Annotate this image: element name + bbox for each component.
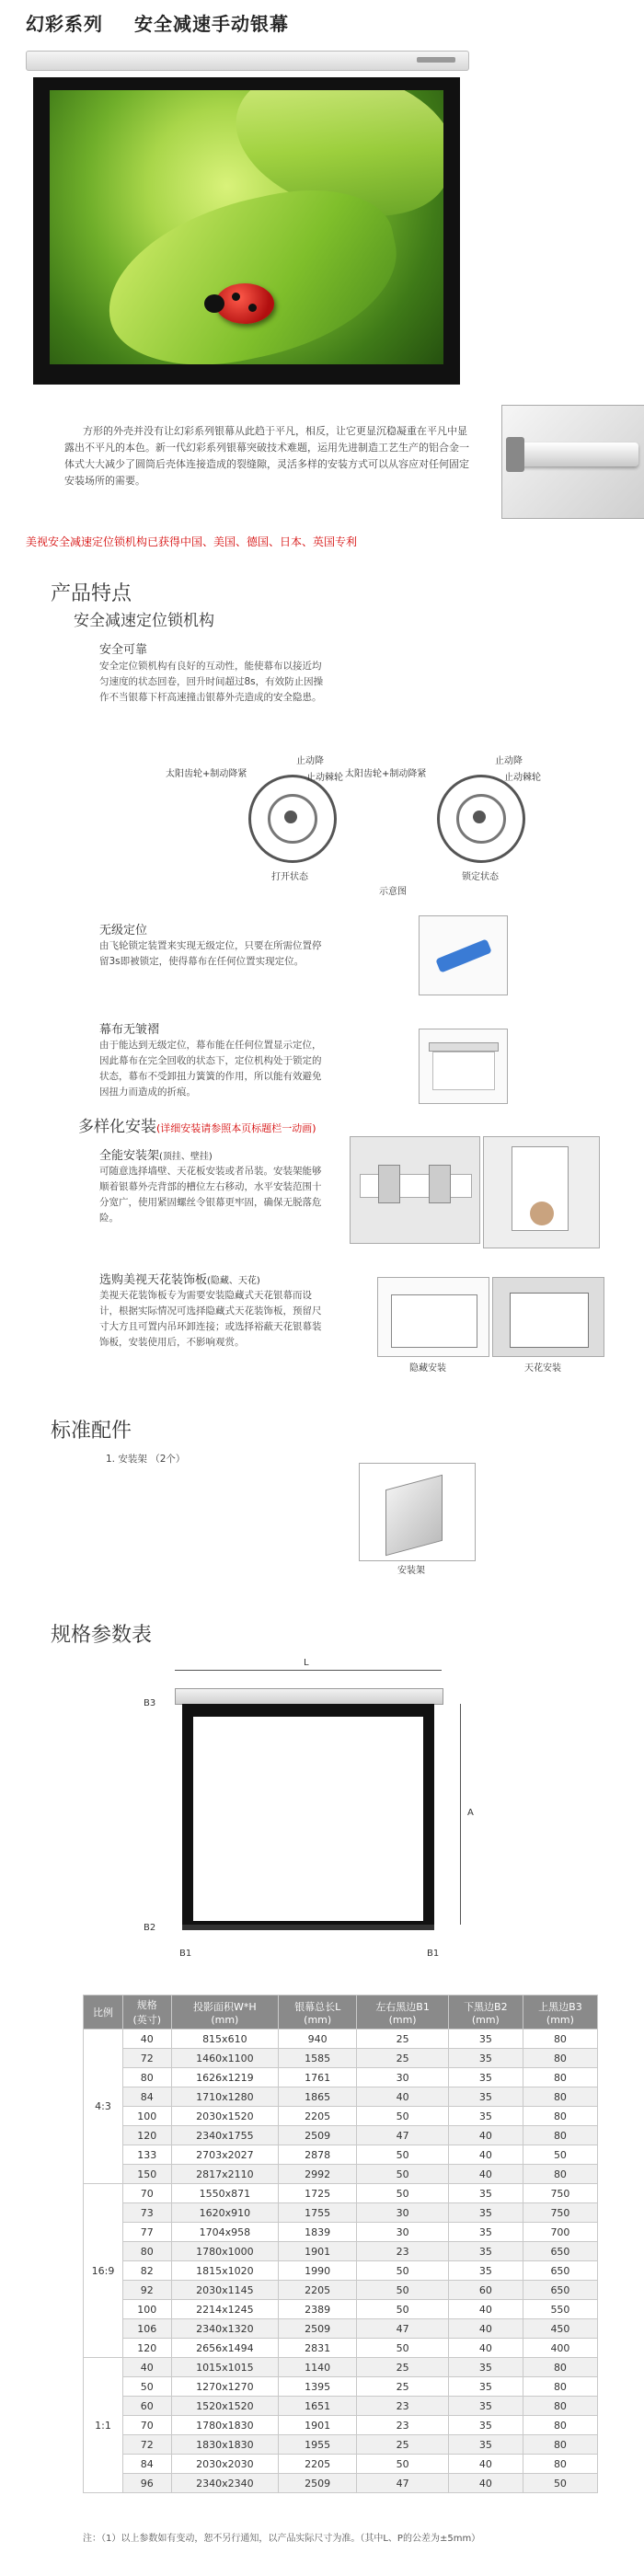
spec-cell: 80 <box>523 2030 597 2049</box>
spec-row <box>84 2126 598 2145</box>
spec-cell: 1725 <box>278 2184 356 2203</box>
spec-note: 注：（1）以上参数如有变动，恕不另行通知，以产品实际尺寸为准。（其中L、P的公差为±5mm） <box>83 2534 481 2544</box>
spec-cell: 35 <box>448 2203 523 2223</box>
spec-cell: 80 <box>523 2087 597 2107</box>
spec-cell: 60 <box>448 2281 523 2300</box>
wheel-locked <box>437 775 525 863</box>
spec-cell: 106 <box>122 2319 171 2339</box>
spec-cell: 35 <box>448 2358 523 2377</box>
spec-cell: 25 <box>357 2377 448 2397</box>
hero-screen-image <box>33 77 460 374</box>
spec-cell: 2205 <box>278 2455 356 2474</box>
brand-logo <box>417 57 455 63</box>
spec-cell: 1755 <box>278 2203 356 2223</box>
spec-cell: 30 <box>357 2068 448 2087</box>
spec-cell: 450 <box>523 2319 597 2339</box>
lock-mechanism-heading: 安全减速定位锁机构 <box>74 612 214 630</box>
spec-cell: 1395 <box>278 2377 356 2397</box>
page-title <box>26 9 320 36</box>
dim-B3-label: B3 <box>144 1698 156 1708</box>
spec-cell: 80 <box>523 2416 597 2435</box>
spec-column-header: 上黑边B3 (mm) <box>523 1995 597 2030</box>
spec-table-wrapper <box>83 1995 598 2493</box>
spec-cell: 35 <box>448 2030 523 2049</box>
spec-row <box>84 2435 598 2455</box>
diagram-label: 止动降 <box>495 756 523 766</box>
accessories-heading: 标准配件 <box>51 1420 132 1443</box>
spec-cell: 50 <box>357 2107 448 2126</box>
spec-cell: 40 <box>448 2339 523 2358</box>
screen-housing <box>26 51 469 71</box>
spec-cell: 23 <box>357 2242 448 2261</box>
spec-cell: 650 <box>523 2242 597 2261</box>
dim-B1-left-label: B1 <box>179 1949 192 1959</box>
spec-cell: 80 <box>523 2107 597 2126</box>
spec-cell: 100 <box>122 2107 171 2126</box>
screen-closeup-image <box>419 1029 508 1104</box>
safe-text: 安全定位锁机构有良好的互动性，能使幕布以接近均匀速度的状态回卷，回升时间超过8s，有效防止因操作不当银幕下杆高速撞击银幕外壳造成的安全隐患。 <box>99 661 324 703</box>
hidden-install-caption: 隐藏安装 <box>409 1363 446 1374</box>
spec-cell: 2878 <box>278 2145 356 2165</box>
spec-cell: 73 <box>122 2203 171 2223</box>
spec-cell: 1839 <box>278 2223 356 2242</box>
spec-cell: 35 <box>448 2107 523 2126</box>
spec-cell: 750 <box>523 2203 597 2223</box>
spec-cell: 1780x1000 <box>171 2242 278 2261</box>
spec-cell: 80 <box>122 2068 171 2087</box>
spec-cell: 80 <box>523 2165 597 2184</box>
spec-cell: 2817x2110 <box>171 2165 278 2184</box>
spec-cell: 35 <box>448 2087 523 2107</box>
spec-cell: 700 <box>523 2223 597 2242</box>
ladybug-leaf-photo <box>50 90 443 364</box>
spec-cell: 30 <box>357 2223 448 2242</box>
ratio-cell: 4:3 <box>84 2030 123 2184</box>
spec-cell: 40 <box>122 2358 171 2377</box>
spec-cell: 940 <box>278 2030 356 2049</box>
spec-cell: 35 <box>448 2416 523 2435</box>
spec-cell: 35 <box>448 2223 523 2242</box>
spec-row <box>84 2281 598 2300</box>
lock-diagram <box>147 754 626 902</box>
spec-cell: 80 <box>523 2049 597 2068</box>
ceiling-install-image <box>492 1277 604 1357</box>
series-name: 幻彩系列 <box>26 13 103 35</box>
spec-cell: 2509 <box>278 2319 356 2339</box>
spec-row <box>84 2242 598 2261</box>
spec-cell: 23 <box>357 2397 448 2416</box>
spec-row <box>84 2087 598 2107</box>
spec-cell: 2030x1520 <box>171 2107 278 2126</box>
spec-column-header: 比例 <box>84 1995 123 2030</box>
spec-cell: 133 <box>122 2145 171 2165</box>
spec-cell: 50 <box>523 2145 597 2165</box>
features-heading: 产品特点 <box>51 582 132 605</box>
locked-state-caption: 锁定状态 <box>462 872 499 882</box>
spec-cell: 25 <box>357 2358 448 2377</box>
spec-row <box>84 2300 598 2319</box>
spec-cell: 2340x1320 <box>171 2319 278 2339</box>
diagram-label: 止动降 <box>296 756 324 766</box>
spec-cell: 47 <box>357 2126 448 2145</box>
spec-row <box>84 2049 598 2068</box>
spec-cell: 100 <box>122 2300 171 2319</box>
spec-cell: 47 <box>357 2319 448 2339</box>
spec-row <box>84 2416 598 2435</box>
universal-text: 可随意选择墙壁、天花板安装或者吊装。安装架能够顺着银幕外壳背部的槽位左右移动，水平安装范围十分宽广，使用紧固螺丝令银幕更牢固，确保无脱落危险。 <box>99 1166 322 1224</box>
spec-cell: 80 <box>523 2377 597 2397</box>
spec-cell: 23 <box>357 2416 448 2435</box>
safe-title: 安全可靠 <box>99 643 148 657</box>
spec-cell: 650 <box>523 2261 597 2281</box>
spec-row <box>84 2030 598 2049</box>
spec-cell: 2509 <box>278 2474 356 2493</box>
spec-cell: 2214x1245 <box>171 2300 278 2319</box>
spec-row <box>84 2203 598 2223</box>
spec-cell: 70 <box>122 2416 171 2435</box>
spec-cell: 2205 <box>278 2107 356 2126</box>
spec-cell: 50 <box>122 2377 171 2397</box>
diagram-caption: 示意图 <box>379 887 407 897</box>
spec-cell: 70 <box>122 2184 171 2203</box>
spec-cell: 650 <box>523 2281 597 2300</box>
spec-cell: 1761 <box>278 2068 356 2087</box>
dim-L-label: L <box>304 1658 309 1668</box>
spec-column-header: 规格 (英寸) <box>122 1995 171 2030</box>
spec-cell: 1626x1219 <box>171 2068 278 2087</box>
stepless-text: 由飞轮锁定装置来实现无级定位，只要在所需位置停留3s即被锁定，使得幕布在任何位置实现定位。 <box>99 940 322 967</box>
spec-cell: 40 <box>448 2319 523 2339</box>
dim-A-label: A <box>467 1808 474 1818</box>
spec-row <box>84 2455 598 2474</box>
spec-row <box>84 2145 598 2165</box>
spec-cell: 1585 <box>278 2049 356 2068</box>
dim-B1-right-label: B1 <box>427 1949 440 1959</box>
spec-row <box>84 2184 598 2203</box>
spec-cell: 47 <box>357 2474 448 2493</box>
spec-cell: 1901 <box>278 2242 356 2261</box>
lock-part-image <box>419 915 508 995</box>
spec-row <box>84 2068 598 2087</box>
spec-cell: 40 <box>122 2030 171 2049</box>
spec-cell: 1270x1270 <box>171 2377 278 2397</box>
spec-cell: 2030x1145 <box>171 2281 278 2300</box>
spec-cell: 35 <box>448 2068 523 2087</box>
spec-cell: 2205 <box>278 2281 356 2300</box>
spec-cell: 1830x1830 <box>171 2435 278 2455</box>
spec-cell: 150 <box>122 2165 171 2184</box>
spec-cell: 77 <box>122 2223 171 2242</box>
spec-cell: 40 <box>448 2165 523 2184</box>
spec-cell: 80 <box>523 2358 597 2377</box>
spec-cell: 84 <box>122 2087 171 2107</box>
spec-cell: 80 <box>523 2126 597 2145</box>
ceiling-text: 美视天花装饰板专为需要安装隐藏式天花银幕而设计，根据实际情况可选择隐藏式天花装饰板，预留尺寸大方且可置内吊环卸连接；或选择裕蔽天花银幕装饰板，安装使用后，不影响观赏。 <box>99 1290 322 1348</box>
nosag-title: 幕布无皱褶 <box>99 1023 160 1037</box>
spec-row <box>84 2397 598 2416</box>
spec-cell: 2030x2030 <box>171 2455 278 2474</box>
spec-cell: 80 <box>523 2455 597 2474</box>
spec-row <box>84 2223 598 2242</box>
spec-cell: 84 <box>122 2455 171 2474</box>
spec-cell: 30 <box>357 2203 448 2223</box>
spec-cell: 50 <box>357 2339 448 2358</box>
spec-cell: 2340x1755 <box>171 2126 278 2145</box>
open-state-caption: 打开状态 <box>271 872 308 882</box>
bracket-image <box>359 1463 476 1561</box>
spec-cell: 1710x1280 <box>171 2087 278 2107</box>
spec-cell: 1015x1015 <box>171 2358 278 2377</box>
spec-cell: 2509 <box>278 2126 356 2145</box>
spec-cell: 2340x2340 <box>171 2474 278 2493</box>
spec-column-header: 投影面积W*H (mm) <box>171 1995 278 2030</box>
dim-B2-label: B2 <box>144 1923 156 1933</box>
bracket-caption: 安装架 <box>397 1566 425 1576</box>
ratio-cell: 16:9 <box>84 2184 123 2358</box>
screen-bottom-bar <box>33 374 460 385</box>
spec-cell: 35 <box>448 2242 523 2261</box>
spec-cell: 550 <box>523 2300 597 2319</box>
spec-cell: 50 <box>357 2261 448 2281</box>
spec-table <box>83 1995 598 2493</box>
spec-cell: 25 <box>357 2049 448 2068</box>
spec-row <box>84 2319 598 2339</box>
spec-cell: 40 <box>448 2300 523 2319</box>
spec-cell: 96 <box>122 2474 171 2493</box>
spec-cell: 35 <box>448 2377 523 2397</box>
spec-cell: 1140 <box>278 2358 356 2377</box>
spec-cell: 40 <box>448 2474 523 2493</box>
spec-cell: 1990 <box>278 2261 356 2281</box>
spec-cell: 92 <box>122 2281 171 2300</box>
nosag-text: 由于能达到无级定位，幕布能在任何位置显示定位，因此幕布在完全回收的状态下，定位机构处于锁定的状态，幕布不受卸扭力簧簧的作用，所以能有效避免因扭力而造成的折痕。 <box>99 1040 322 1098</box>
spec-cell: 1460x1100 <box>171 2049 278 2068</box>
spec-cell: 2703x2027 <box>171 2145 278 2165</box>
install-heading-note: (详细安装请参照本页标题栏一动画) <box>156 1122 316 1134</box>
product-name: 安全减速手动银幕 <box>134 13 289 35</box>
spec-cell: 72 <box>122 2049 171 2068</box>
spec-cell: 50 <box>357 2145 448 2165</box>
spec-cell: 50 <box>357 2281 448 2300</box>
spec-cell: 1620x910 <box>171 2203 278 2223</box>
spec-cell: 50 <box>357 2184 448 2203</box>
spec-cell: 2389 <box>278 2300 356 2319</box>
spec-row <box>84 2358 598 2377</box>
spec-cell: 25 <box>357 2435 448 2455</box>
ceiling-install-caption: 天花安装 <box>524 1363 561 1374</box>
spec-cell: 1520x1520 <box>171 2397 278 2416</box>
spec-cell: 2656x1494 <box>171 2339 278 2358</box>
spec-cell: 815x610 <box>171 2030 278 2049</box>
spec-cell: 120 <box>122 2126 171 2145</box>
ladybug <box>215 283 274 324</box>
spec-cell: 1901 <box>278 2416 356 2435</box>
patent-note: 美视安全减速定位锁机构已获得中国、美国、德国、日本、英国专利 <box>26 535 358 548</box>
accessory-item: 1. 安装架 （2个） <box>106 1454 186 1465</box>
ratio-cell: 1:1 <box>84 2358 123 2493</box>
spec-cell: 2831 <box>278 2339 356 2358</box>
spec-cell: 120 <box>122 2339 171 2358</box>
spec-cell: 72 <box>122 2435 171 2455</box>
spec-row <box>84 2339 598 2358</box>
spec-cell: 1815x1020 <box>171 2261 278 2281</box>
spec-cell: 40 <box>448 2455 523 2474</box>
install-heading: 多样化安装(详细安装请参照本页标题栏一动画) <box>78 1118 316 1136</box>
diagram-label: 止动棘轮 <box>306 773 343 783</box>
spec-cell: 25 <box>357 2030 448 2049</box>
spec-cell: 35 <box>448 2397 523 2416</box>
spec-cell: 35 <box>448 2435 523 2455</box>
ceiling-title: 选购美视天花装饰板(隐藏、天花) <box>99 1273 260 1287</box>
diagram-label: 太阳齿轮+制动降紧 <box>345 769 427 779</box>
spec-cell: 50 <box>357 2455 448 2474</box>
spec-cell: 35 <box>448 2184 523 2203</box>
spec-cell: 50 <box>523 2474 597 2493</box>
spec-cell: 80 <box>523 2435 597 2455</box>
spec-column-header: 下黑边B2 (mm) <box>448 1995 523 2030</box>
spec-cell: 35 <box>448 2049 523 2068</box>
spec-cell: 1955 <box>278 2435 356 2455</box>
spec-cell: 1651 <box>278 2397 356 2416</box>
spec-cell: 1550x871 <box>171 2184 278 2203</box>
spec-row <box>84 2107 598 2126</box>
housing-closeup-image <box>501 405 644 519</box>
spec-column-header: 左右黑边B1 (mm) <box>357 1995 448 2030</box>
spec-cell: 60 <box>122 2397 171 2416</box>
spec-cell: 1865 <box>278 2087 356 2107</box>
spec-cell: 50 <box>357 2165 448 2184</box>
spec-cell: 750 <box>523 2184 597 2203</box>
spec-cell: 1780x1830 <box>171 2416 278 2435</box>
spec-cell: 2992 <box>278 2165 356 2184</box>
bracket-install-image-1 <box>350 1136 480 1244</box>
diagram-label: 太阳齿轮+制动降紧 <box>166 769 247 779</box>
spec-cell: 50 <box>357 2300 448 2319</box>
spec-row <box>84 2377 598 2397</box>
spec-cell: 400 <box>523 2339 597 2358</box>
diagram-label: 止动棘轮 <box>504 773 541 783</box>
spec-column-header: 银幕总长L (mm) <box>278 1995 356 2030</box>
universal-title: 全能安装架(顶挂、壁挂) <box>99 1149 213 1163</box>
spec-cell: 80 <box>523 2397 597 2416</box>
spec-cell: 35 <box>448 2261 523 2281</box>
spec-row <box>84 2261 598 2281</box>
intro-text: 方形的外壳并没有让幻彩系列银幕从此趋于平凡，相反，让它更显沉稳凝重在平凡中显露出不平凡的本色。新一代幻彩系列银幕突破技术难题，运用先进制造工艺生产的铝合金一体式大大减少了圆筒后壳体连接造成的裂缝隙，灵活多样的安装方式可以从容应对任何固定安装场所的需要。 <box>64 425 469 487</box>
spec-cell: 80 <box>523 2068 597 2087</box>
spec-cell: 82 <box>122 2261 171 2281</box>
spec-row <box>84 2474 598 2493</box>
dimension-diagram <box>129 1656 515 1969</box>
spec-cell: 40 <box>448 2126 523 2145</box>
wheel-open <box>248 775 337 863</box>
stepless-title: 无级定位 <box>99 924 148 937</box>
spec-heading: 规格参数表 <box>51 1624 153 1647</box>
spec-row <box>84 2165 598 2184</box>
spec-cell: 40 <box>357 2087 448 2107</box>
bracket-install-image-2 <box>483 1136 600 1248</box>
spec-cell: 1704x958 <box>171 2223 278 2242</box>
spec-cell: 40 <box>448 2145 523 2165</box>
hidden-install-image <box>377 1277 489 1357</box>
spec-cell: 80 <box>122 2242 171 2261</box>
